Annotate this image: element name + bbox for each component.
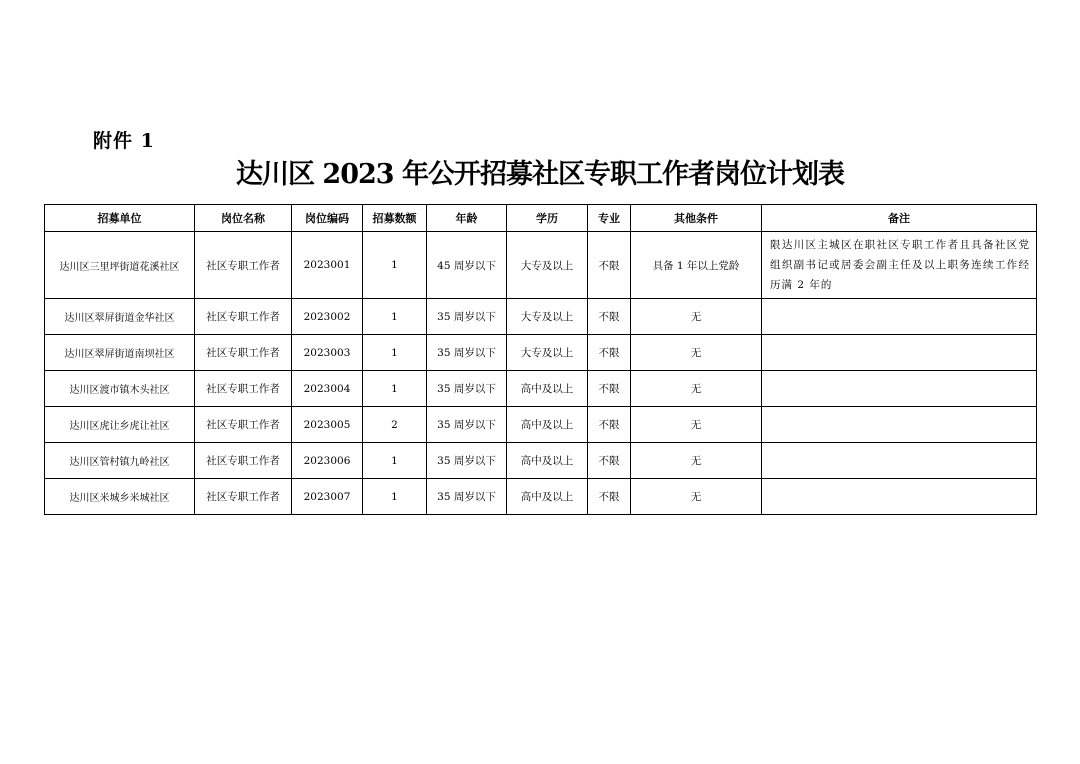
cell-remarks: 限达川区主城区在职社区专职工作者且具备社区党组织副书记或居委会副主任及以上职务连续工作经历满 2 年的 xyxy=(762,232,1037,299)
cell-remarks xyxy=(762,407,1037,443)
cell-major: 不限 xyxy=(588,371,631,407)
cell-code: 2023003 xyxy=(292,335,363,371)
table-row xyxy=(45,371,1037,407)
cell-major: 不限 xyxy=(588,335,631,371)
cell-major: 不限 xyxy=(588,407,631,443)
cell-position: 社区专职工作者 xyxy=(195,443,292,479)
cell-age: 35 周岁以下 xyxy=(427,407,507,443)
attachment-label: 附件 1 xyxy=(93,130,155,152)
cell-age: 35 周岁以下 xyxy=(427,443,507,479)
cell-other-conditions: 无 xyxy=(631,407,762,443)
header-quota: 招募数额 xyxy=(363,205,427,232)
cell-position: 社区专职工作者 xyxy=(195,371,292,407)
header-code: 岗位编码 xyxy=(292,205,363,232)
table-row xyxy=(45,232,1037,299)
header-unit: 招募单位 xyxy=(45,205,195,232)
cell-education: 大专及以上 xyxy=(507,299,588,335)
page-title: 达川区 2023 年公开招募社区专职工作者岗位计划表 xyxy=(236,159,844,190)
table-row xyxy=(45,299,1037,335)
cell-quota: 1 xyxy=(363,443,427,479)
cell-age: 35 周岁以下 xyxy=(427,299,507,335)
cell-quota: 1 xyxy=(363,335,427,371)
cell-education: 高中及以上 xyxy=(507,371,588,407)
cell-code: 2023001 xyxy=(292,232,363,299)
cell-remarks xyxy=(762,371,1037,407)
recruitment-plan-table xyxy=(44,204,1037,515)
table-row xyxy=(45,407,1037,443)
table-row xyxy=(45,479,1037,515)
cell-other-conditions: 无 xyxy=(631,479,762,515)
cell-education: 高中及以上 xyxy=(507,443,588,479)
cell-other-conditions: 无 xyxy=(631,371,762,407)
cell-quota: 1 xyxy=(363,371,427,407)
cell-major: 不限 xyxy=(588,232,631,299)
cell-quota: 1 xyxy=(363,232,427,299)
cell-remarks xyxy=(762,299,1037,335)
cell-education: 高中及以上 xyxy=(507,479,588,515)
header-major: 专业 xyxy=(588,205,631,232)
cell-education: 大专及以上 xyxy=(507,232,588,299)
cell-unit: 达川区翠屏街道金华社区 xyxy=(45,299,195,335)
cell-quota: 2 xyxy=(363,407,427,443)
cell-unit: 达川区米城乡米城社区 xyxy=(45,479,195,515)
cell-position: 社区专职工作者 xyxy=(195,232,292,299)
cell-age: 35 周岁以下 xyxy=(427,335,507,371)
cell-code: 2023002 xyxy=(292,299,363,335)
cell-education: 大专及以上 xyxy=(507,335,588,371)
cell-remarks xyxy=(762,443,1037,479)
table-header-row xyxy=(45,205,1037,232)
cell-quota: 1 xyxy=(363,299,427,335)
cell-age: 45 周岁以下 xyxy=(427,232,507,299)
cell-age: 35 周岁以下 xyxy=(427,479,507,515)
cell-unit: 达川区管村镇九岭社区 xyxy=(45,443,195,479)
cell-code: 2023004 xyxy=(292,371,363,407)
header-remarks: 备注 xyxy=(762,205,1037,232)
cell-quota: 1 xyxy=(363,479,427,515)
table-row xyxy=(45,335,1037,371)
cell-other-conditions: 无 xyxy=(631,443,762,479)
cell-major: 不限 xyxy=(588,299,631,335)
cell-position: 社区专职工作者 xyxy=(195,479,292,515)
cell-unit: 达川区三里坪街道花溪社区 xyxy=(45,232,195,299)
cell-code: 2023007 xyxy=(292,479,363,515)
cell-other-conditions: 无 xyxy=(631,299,762,335)
cell-unit: 达川区渡市镇木头社区 xyxy=(45,371,195,407)
cell-position: 社区专职工作者 xyxy=(195,299,292,335)
cell-position: 社区专职工作者 xyxy=(195,335,292,371)
header-education: 学历 xyxy=(507,205,588,232)
header-other-conditions: 其他条件 xyxy=(631,205,762,232)
cell-remarks xyxy=(762,335,1037,371)
cell-education: 高中及以上 xyxy=(507,407,588,443)
cell-code: 2023005 xyxy=(292,407,363,443)
cell-major: 不限 xyxy=(588,479,631,515)
cell-other-conditions: 具备 1 年以上党龄 xyxy=(631,232,762,299)
cell-position: 社区专职工作者 xyxy=(195,407,292,443)
cell-remarks xyxy=(762,479,1037,515)
cell-major: 不限 xyxy=(588,443,631,479)
header-position: 岗位名称 xyxy=(195,205,292,232)
header-age: 年龄 xyxy=(427,205,507,232)
cell-unit: 达川区虎让乡虎让社区 xyxy=(45,407,195,443)
cell-age: 35 周岁以下 xyxy=(427,371,507,407)
cell-other-conditions: 无 xyxy=(631,335,762,371)
cell-unit: 达川区翠屏街道南坝社区 xyxy=(45,335,195,371)
cell-code: 2023006 xyxy=(292,443,363,479)
table-row xyxy=(45,443,1037,479)
